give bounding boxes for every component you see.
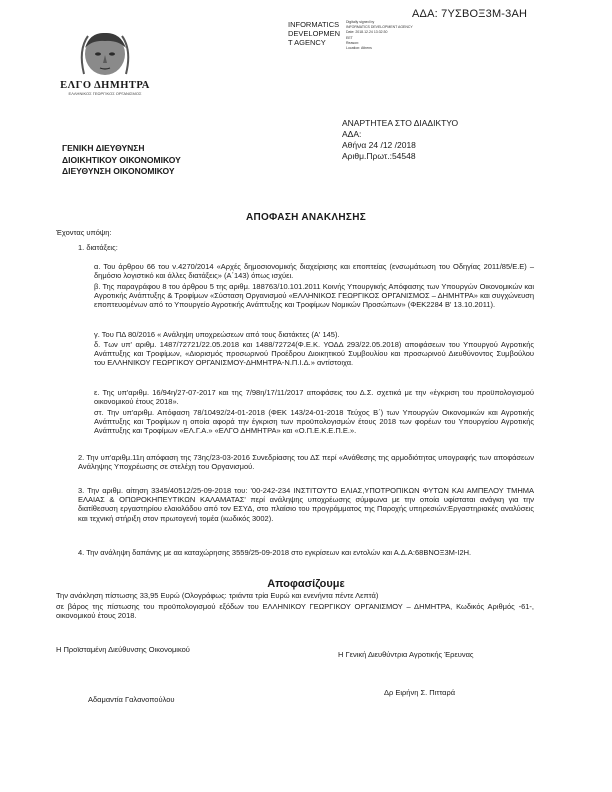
decision-line-1: Την ανάκληση πίστωσης 33,95 Ευρώ (Ολογράφως: τριάντα τρία Ευρώ και ενενήντα πέντε Λεπτά) [56, 591, 379, 600]
left-signatory-name: Αδαμαντία Γαλανοπούλου [88, 695, 175, 704]
signature-detail-line: Reason: [346, 40, 360, 45]
date-line: Αθήνα 24 /12 /2018 [342, 140, 416, 150]
signature-detail-line: Date: 2018.12.24 13:32:30 [346, 30, 388, 35]
item-3: 3. Την αριθμ. αίτηση 3345/40512/25-09-2018 του: '00-242-234 ΙΝΣΤΙΤΟΥΤΟ ΕΛΙΑΣ,ΥΠΟΤΡΟΠΙΚΩΝ ΦΥΤΩΝ ΚΑΙ ΑΜΠΕΛΟΥ ΤΜΗΜΑ ΕΛΑΙΑΣ & ΟΠΩΡΟΚΗΠΕΥΤΙΚΩΝ ΚΑΛΑΜΑΤΑΣ' περί ανάληψης υποχρέωσης σύμφωνα με την οποία υφίσταται ανάγκη για την διατίθεσυση εργαστηρίου ελαιολάδου από τον ΕΣΥΔ, στο πλαίσιο του προγράμματος της Παροχής υπηρεσιών:Εργαστηριακές αναλύσεις και τεχνική στήριξη στον πρωτογενή τομέα (κωδικός 3002). [78, 486, 534, 523]
agency-line: T AGENCY [288, 38, 326, 47]
left-signatory-role: Η Προϊσταμένη Διεύθυνσης Οικονομικού [56, 645, 190, 654]
signature-detail-line: Digitally signed by [346, 20, 375, 24]
department-line: ΔΙΕΥΘΥΝΣΗ ΟΙΚΟΝΟΜΙΚΟΥ [62, 166, 175, 176]
ada-number: ΑΔΑ: 7ΥΣΒΟΞ3Μ-3ΑΗ [412, 8, 528, 20]
item-2: 2. Την υπ'αριθμ.11η απόφαση της 73ης/23-03-2016 Συνεδρίασης του ΔΣ περί «Ανάθεσης της αρμοδιότητας υπογραφής των αποφάσεων Ανάληψης Υποχρέωσης σε στελέχη του Οργανισμού. [78, 453, 534, 472]
item-1a: α. Του άρθρου 66 του ν.4270/2014 «Αρχές δημοσιονομικής διαχείρισης και εποπτείας (ενσωμάτωση του Οδηγίας 2011/85/Ε.Ε) –δημόσιο λογιστικό και άλλες διατάξεις» (Α΄143) όπως ισχύει. [94, 262, 534, 281]
right-signatory-name: Δρ Ειρήνη Σ. Πιτταρά [384, 688, 456, 697]
item-1e: ε. Της υπ'αριθμ. 16/94η/27-07-2017 και της 7/98η/17/11/2017 αποφάσεις του Δ.Σ. σχετικά με την «έγκριση του προϋπολογισμού οικονομικού έτους 2018». [94, 388, 534, 407]
signature-detail-line: EET [346, 35, 353, 40]
posting-note: ΑΝΑΡΤΗΤΕΑ ΣΤΟ ΔΙΑΔΙΚΤΥΟ [342, 118, 459, 128]
item-1st: στ. Την υπ'αριθμ. Απόφαση 78/10492/24-01-2018 (ΦΕΚ 143/24-01-2018 Τεύχος Β΄) των Υπουργών Οικονομικών και Αγροτικής Ανάπτυξης και Τροφίμων η οποία αφορά την έγκριση των προϋπολογισμών έτους 2018 των φορέων του Υπουργείου Αγροτικής Ανάπτυξης και Τροφίμων «ΕΛ.Γ.Α.» «ΕΛΓΟ ΔΗΜΗΤΡΑ» και «Ο.Π.Ε.Κ.Ε.Π.Ε.». [94, 408, 534, 436]
item-1b: β. Της παραγράφου 8 του άρθρου 5 της αριθμ. 188763/10.101.2011 Κοινής Υπουργικής Απόφασης των Υπουργών Οικονομικών και Αγροτικής Ανάπτυξης & Τροφίμων «Σύσταση Οργανισμού «ΕΛΛΗΝΙΚΟΣ ΓΕΩΡΓΙΚΟΣ ΟΡΓΑΝΙΣΜΟΣ – ΔΗΜΗΤΡΑ» και συγχώνευση εποπτευομένων από το Υπουργείο Αγροτικής Ανάπτυξης και Τροφίμων Νομικών Προσώπων» (ΦΕΚ2284 Β' 13.10.2011). [94, 282, 534, 310]
ada-label: ΑΔΑ: [342, 129, 362, 139]
document-title: ΑΠΟΦΑΣΗ ΑΝΑΚΛΗΣΗΣ [245, 212, 367, 223]
signature-detail-line: INFORMATICS DEVELOPMENT AGENCY [346, 25, 413, 30]
item-1d: δ. Των υπ' αριθμ. 1487/72721/22.05.2018 και 1488/72724(Φ.Ε.Κ. ΥΟΔΔ 293/22.05.2018) αποφάσεων του Υπουργού Αγροτικής Ανάπτυξης και Τροφίμων, «Διορισμός προσωρινού Προέδρου Διοικητικού Συμβουλίου και προσωρινού Διευθύνοντος Συμβούλου του ΕΛΛΗΝΙΚΟΥ ΓΕΩΡΓΙΚΟΥ ΟΡΓΑΝΙΣΜΟΥ-ΔΗΜΗΤΡΑ-Ν.Π.Ι.Δ.» αντίστοιχα. [94, 340, 534, 368]
decision-line-2: σε βάρος της πίστωσης του προϋπολογισμού εξόδων του ΕΛΛΗΝΙΚΟΥ ΓΕΩΡΓΙΚΟΥ ΟΡΓΑΝΙΣΜΟΥ – ΔΗΜΗΤΡΑ, Κωδικός Αριθμός -61-, οικονομικού έτους 2018. [56, 602, 534, 621]
logo-name: ΕΛΓΟ ΔΗΜΗΤΡΑ [60, 80, 150, 91]
item-4: 4. Την ανάληψη δαπάνης με αα καταχώρησης 3559/25-09-2018 στο εγκρίσεων και εντολών και Α.Δ.Α:68ΒΝΟΞ3Μ-Ι2Η. [78, 548, 472, 557]
logo-subtitle: ΕΛΛΗΝΙΚΟΣ ΓΕΩΡΓΙΚΟΣ ΟΡΓΑΝΙΣΜΟΣ [68, 91, 142, 96]
department-line: ΔΙΟΙΚΗΤΙΚΟΥ ΟΙΚΟΝΟΜΙΚΟΥ [62, 154, 181, 165]
agency-line: DEVELOPMEN [288, 29, 341, 38]
digital-signature-details [346, 20, 413, 51]
decision-heading: Αποφασίζουμε [267, 578, 345, 590]
agency-line: INFORMATICS [288, 20, 340, 29]
protocol-number: Αριθμ.Πρωτ.:54548 [342, 151, 416, 161]
logo-head-icon [60, 30, 150, 80]
intro-text: Έχοντας υπόψη: [56, 228, 112, 237]
recipient-block [342, 118, 458, 162]
right-signatory-role: Η Γενική Διευθύντρια Αγροτικής Έρευνας [338, 650, 474, 659]
signature-detail-line: Location: Athens [346, 46, 372, 51]
department-block [62, 143, 181, 178]
department-line: ΓΕΝΙΚΗ ΔΙΕΥΘΥΝΣΗ [62, 143, 145, 153]
item-1: 1. διατάξεις: [78, 243, 118, 252]
signature-agency [288, 20, 340, 47]
item-1c: γ. Του ΠΔ 80/2016 « Ανάληψη υποχρεώσεων από τους διατάκτες (Α' 145). [94, 330, 340, 339]
